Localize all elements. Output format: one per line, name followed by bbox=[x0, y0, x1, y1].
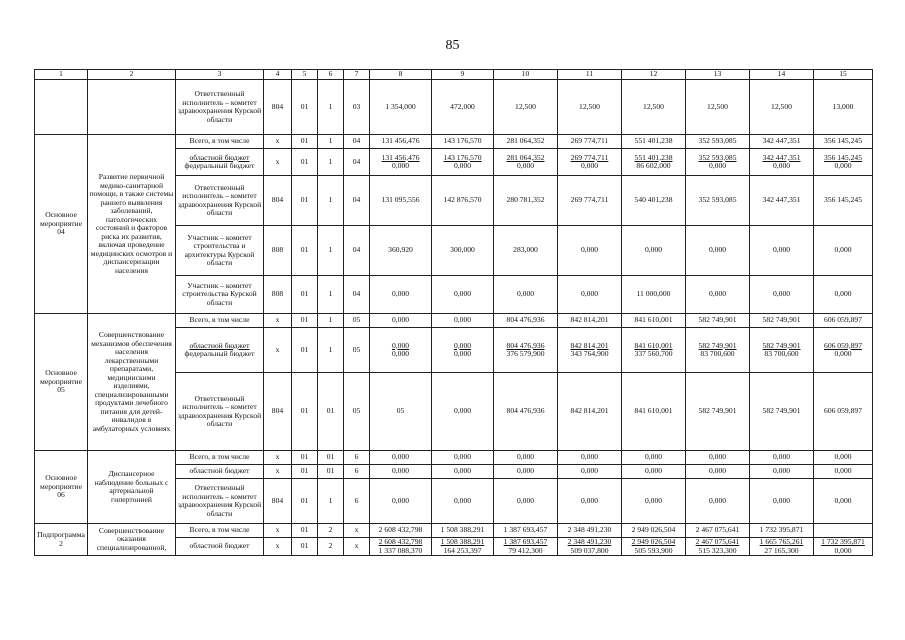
value-cell: 0,000 bbox=[622, 451, 686, 465]
value-cell: 12,500 bbox=[750, 80, 814, 135]
value-cell: 582 749,901 bbox=[686, 314, 750, 328]
value-a: 281 064,352 bbox=[506, 152, 545, 162]
code-cell: 05 bbox=[344, 314, 370, 328]
table-row bbox=[35, 451, 873, 465]
value-cell: 0,000 bbox=[622, 226, 686, 276]
value-cell: 143 176,570 bbox=[432, 135, 494, 149]
value-b: 0,000 bbox=[391, 161, 410, 170]
value-cell: 1 732 395,871 bbox=[750, 524, 814, 538]
value-cell: 0,000 bbox=[558, 465, 622, 479]
code-cell: x bbox=[264, 149, 292, 176]
code-cell: x bbox=[264, 524, 292, 538]
value-cell bbox=[622, 149, 686, 176]
code-cell: 1 bbox=[318, 328, 344, 373]
code-cell: 01 bbox=[318, 465, 344, 479]
value-b: 509 037,800 bbox=[570, 545, 609, 555]
value-cell: 606 059,897 bbox=[814, 314, 873, 328]
value-a: 842 814,201 bbox=[570, 340, 609, 350]
value-cell: 0,000 bbox=[686, 276, 750, 314]
value-a: 1 732 395,871 bbox=[821, 537, 865, 546]
value-cell: 0,000 bbox=[494, 479, 558, 524]
column-header: 1 bbox=[35, 70, 88, 80]
table-row bbox=[35, 314, 873, 328]
value-cell: 0,000 bbox=[750, 479, 814, 524]
funding-source-cell: Всего, в том числе bbox=[176, 524, 264, 538]
column-header: 3 bbox=[176, 70, 264, 80]
value-a: 0,000 bbox=[453, 340, 472, 350]
funding-source-cell: Участник – комитет строительства Курской области bbox=[176, 276, 264, 314]
value-b: 337 560,700 bbox=[634, 349, 673, 358]
value-cell: 13,000 bbox=[814, 80, 873, 135]
value-cell: 280 781,352 bbox=[494, 176, 558, 226]
value-cell: 131 095,556 bbox=[370, 176, 432, 226]
value-cell: 0,000 bbox=[494, 465, 558, 479]
value-cell: 0,000 bbox=[686, 465, 750, 479]
value-cell: 0,000 bbox=[686, 226, 750, 276]
code-cell: 01 bbox=[292, 149, 318, 176]
value-cell: 1 354,000 bbox=[370, 80, 432, 135]
funding-source-cell: Всего, в том числе bbox=[176, 314, 264, 328]
value-cell bbox=[750, 328, 814, 373]
code-cell: x bbox=[264, 328, 292, 373]
code-cell: 804 bbox=[264, 479, 292, 524]
value-a: 2 348 491,230 bbox=[567, 537, 612, 546]
value-cell: 300,000 bbox=[432, 226, 494, 276]
value-b: 0,000 bbox=[708, 161, 727, 170]
code-cell: x bbox=[264, 451, 292, 465]
value-b: 0,000 bbox=[516, 161, 535, 170]
value-cell: 0,000 bbox=[370, 276, 432, 314]
value-a: 804 476,936 bbox=[506, 340, 545, 350]
code-cell: 6 bbox=[344, 465, 370, 479]
value-cell: 0,000 bbox=[558, 451, 622, 465]
value-cell: 551 401,238 bbox=[622, 135, 686, 149]
code-cell: 6 bbox=[344, 479, 370, 524]
value-cell: 0,000 bbox=[750, 451, 814, 465]
value-b: 0,000 bbox=[453, 161, 472, 170]
value-a: 2 467 075,641 bbox=[695, 537, 740, 546]
value-cell: 0,000 bbox=[558, 479, 622, 524]
value-a: 131 456,476 bbox=[381, 152, 420, 162]
code-cell: x bbox=[264, 465, 292, 479]
column-header: 4 bbox=[264, 70, 292, 80]
code-cell: 01 bbox=[292, 226, 318, 276]
funding-source-cell bbox=[176, 149, 264, 176]
value-cell: 356 145,245 bbox=[814, 135, 873, 149]
code-cell: 04 bbox=[344, 276, 370, 314]
funding-source-cell: Ответственный исполнитель – комитет здравоохранения Курской области bbox=[176, 373, 264, 451]
funding-source-cell: Всего, в том числе bbox=[176, 451, 264, 465]
value-cell: 804 476,936 bbox=[494, 314, 558, 328]
value-cell: 582 749,901 bbox=[686, 373, 750, 451]
value-cell: 12,500 bbox=[686, 80, 750, 135]
code-cell: 2 bbox=[318, 538, 344, 556]
value-cell: 0,000 bbox=[370, 314, 432, 328]
group-name-cell: Подпрограмма 2 bbox=[35, 524, 88, 556]
code-cell: 04 bbox=[344, 149, 370, 176]
funding-source-b: федеральный бюджет bbox=[184, 161, 255, 170]
value-cell: 2 608 432,798 bbox=[370, 524, 432, 538]
code-cell: 01 bbox=[292, 135, 318, 149]
value-b: 0,000 bbox=[834, 545, 852, 555]
code-cell: 01 bbox=[292, 451, 318, 465]
value-b: 83 700,600 bbox=[764, 349, 799, 358]
column-header: 12 bbox=[622, 70, 686, 80]
value-b: 0,000 bbox=[391, 349, 410, 358]
value-a: 2 608 432,798 bbox=[378, 537, 423, 546]
value-cell: 540 401,238 bbox=[622, 176, 686, 226]
group-name-cell: Основное мероприятие 06 bbox=[35, 451, 88, 524]
code-cell: 01 bbox=[292, 314, 318, 328]
code-cell: 2 bbox=[318, 524, 344, 538]
value-cell: 1 508 388,291 bbox=[432, 524, 494, 538]
value-cell: 0,000 bbox=[432, 479, 494, 524]
value-cell: 0,000 bbox=[750, 276, 814, 314]
budget-table bbox=[34, 69, 873, 556]
code-cell: 6 bbox=[344, 451, 370, 465]
value-a: 352 593,085 bbox=[698, 152, 737, 162]
code-cell: 01 bbox=[292, 465, 318, 479]
value-cell: 356 145,245 bbox=[814, 176, 873, 226]
value-a: 0,000 bbox=[391, 340, 410, 350]
value-cell bbox=[686, 328, 750, 373]
code-cell: 1 bbox=[318, 80, 344, 135]
value-cell: 0,000 bbox=[432, 451, 494, 465]
column-header: 13 bbox=[686, 70, 750, 80]
value-cell bbox=[558, 149, 622, 176]
group-description-cell: Совершенствование оказания специализированной, bbox=[88, 524, 176, 556]
funding-source-cell: Ответственный исполнитель – комитет здравоохранения Курской области bbox=[176, 479, 264, 524]
value-cell bbox=[494, 538, 558, 556]
value-cell: 0,000 bbox=[622, 479, 686, 524]
group-description-cell: Развитие первичной медико-санитарной помощи, в также системы раннего выявления заболеваний, патологических состояний и факторов риска их развития, включая проведение медицинских осмотров и диспансеризации населения bbox=[88, 135, 176, 314]
code-cell: 01 bbox=[318, 451, 344, 465]
value-cell bbox=[814, 538, 873, 556]
value-a: 841 610,001 bbox=[634, 340, 673, 350]
column-header: 15 bbox=[814, 70, 873, 80]
value-cell: 1 387 693,457 bbox=[494, 524, 558, 538]
column-header: 8 bbox=[370, 70, 432, 80]
column-header: 5 bbox=[292, 70, 318, 80]
code-cell: 04 bbox=[344, 135, 370, 149]
column-header: 7 bbox=[344, 70, 370, 80]
value-cell bbox=[494, 328, 558, 373]
value-b: 343 764,900 bbox=[570, 349, 609, 358]
value-b: 27 165,300 bbox=[764, 545, 799, 555]
value-cell: 0,000 bbox=[750, 465, 814, 479]
page-number: 85 bbox=[445, 38, 460, 53]
value-cell: 283,000 bbox=[494, 226, 558, 276]
value-cell bbox=[432, 328, 494, 373]
value-b: 79 412,300 bbox=[508, 545, 543, 555]
value-cell: 0,000 bbox=[750, 226, 814, 276]
value-cell bbox=[814, 524, 873, 538]
value-a: 1 665 765,261 bbox=[759, 537, 804, 546]
funding-source-cell: Ответственный исполнитель – комитет здравоохранения Курской области bbox=[176, 80, 264, 135]
code-cell: x bbox=[264, 314, 292, 328]
value-a: 1 508 388,291 bbox=[440, 537, 485, 546]
value-b: 0,000 bbox=[772, 161, 791, 170]
value-cell bbox=[814, 328, 873, 373]
value-cell: 269 774,711 bbox=[558, 176, 622, 226]
value-cell bbox=[432, 149, 494, 176]
value-cell: 0,000 bbox=[558, 226, 622, 276]
value-b: 0,000 bbox=[453, 349, 472, 358]
column-header: 2 bbox=[88, 70, 176, 80]
code-cell: 1 bbox=[318, 479, 344, 524]
funding-source-cell: областной бюджет bbox=[176, 465, 264, 479]
value-cell: 0,000 bbox=[558, 276, 622, 314]
group-description-cell bbox=[88, 80, 176, 135]
value-cell: 11 000,000 bbox=[622, 276, 686, 314]
value-b: 86 602,000 bbox=[636, 161, 671, 170]
value-cell bbox=[814, 149, 873, 176]
value-cell: 0,000 bbox=[494, 451, 558, 465]
value-cell: 804 476,936 bbox=[494, 373, 558, 451]
value-cell: 0,000 bbox=[432, 465, 494, 479]
code-cell: x bbox=[264, 538, 292, 556]
value-cell: 12,500 bbox=[622, 80, 686, 135]
value-cell: 2 467 075,641 bbox=[686, 524, 750, 538]
value-b: 0,000 bbox=[834, 349, 852, 358]
value-cell bbox=[558, 538, 622, 556]
code-cell: 01 bbox=[318, 373, 344, 451]
group-name-cell bbox=[35, 80, 88, 135]
column-header: 11 bbox=[558, 70, 622, 80]
code-cell: 804 bbox=[264, 176, 292, 226]
value-cell: 0,000 bbox=[814, 465, 873, 479]
value-cell: 0,000 bbox=[814, 451, 873, 465]
code-cell: 01 bbox=[292, 538, 318, 556]
code-cell: 1 bbox=[318, 314, 344, 328]
value-b: 376 579,900 bbox=[506, 349, 545, 358]
value-cell bbox=[558, 328, 622, 373]
code-cell: 1 bbox=[318, 176, 344, 226]
value-a: 551 401,238 bbox=[634, 152, 673, 162]
value-cell: 841 610,001 bbox=[622, 373, 686, 451]
value-cell bbox=[432, 538, 494, 556]
value-a: 269 774,711 bbox=[570, 152, 609, 162]
value-cell: 2 949 026,504 bbox=[622, 524, 686, 538]
value-cell bbox=[622, 328, 686, 373]
value-cell: 0,000 bbox=[370, 451, 432, 465]
value-a: 582 749,901 bbox=[698, 340, 737, 350]
code-cell: 1 bbox=[318, 226, 344, 276]
code-cell: 01 bbox=[292, 276, 318, 314]
value-a: 356 145,245 bbox=[824, 152, 862, 162]
value-cell: 582 749,901 bbox=[750, 373, 814, 451]
value-cell: 472,000 bbox=[432, 80, 494, 135]
value-cell: 842 814,201 bbox=[558, 314, 622, 328]
code-cell: 1 bbox=[318, 149, 344, 176]
code-cell: 01 bbox=[292, 80, 318, 135]
value-cell: 606 059,897 bbox=[814, 373, 873, 451]
value-cell: 841 610,001 bbox=[622, 314, 686, 328]
column-header: 14 bbox=[750, 70, 814, 80]
value-cell bbox=[686, 149, 750, 176]
code-cell: 1 bbox=[318, 276, 344, 314]
funding-source-cell: Всего, в том числе bbox=[176, 135, 264, 149]
value-cell: 131 456,476 bbox=[370, 135, 432, 149]
code-cell: x bbox=[264, 135, 292, 149]
value-cell: 0,000 bbox=[432, 314, 494, 328]
value-cell bbox=[750, 538, 814, 556]
column-header: 10 bbox=[494, 70, 558, 80]
value-cell: 352 593,085 bbox=[686, 135, 750, 149]
code-cell: x bbox=[344, 524, 370, 538]
code-cell: 05 bbox=[344, 328, 370, 373]
value-cell: 842 814,201 bbox=[558, 373, 622, 451]
value-cell bbox=[370, 149, 432, 176]
value-cell: 0,000 bbox=[814, 276, 873, 314]
value-a: 606 059,897 bbox=[824, 340, 862, 350]
value-a: 143 176,570 bbox=[443, 152, 482, 162]
value-cell: 0,000 bbox=[432, 276, 494, 314]
value-cell: 0,000 bbox=[370, 465, 432, 479]
code-cell: 01 bbox=[292, 176, 318, 226]
value-cell: 281 064,352 bbox=[494, 135, 558, 149]
value-a: 582 749,901 bbox=[762, 340, 801, 350]
code-cell: 01 bbox=[292, 373, 318, 451]
code-cell: 03 bbox=[344, 80, 370, 135]
value-cell: 142 876,570 bbox=[432, 176, 494, 226]
table-row bbox=[35, 80, 873, 135]
value-a: 2 949 026,504 bbox=[631, 537, 676, 546]
code-cell: 01 bbox=[292, 479, 318, 524]
funding-source-cell: Участник – комитет строительства и архитектуры Курской области bbox=[176, 226, 264, 276]
funding-source-cell bbox=[176, 328, 264, 373]
value-cell: 352 593,085 bbox=[686, 176, 750, 226]
value-cell: 05 bbox=[370, 373, 432, 451]
code-cell: 1 bbox=[318, 135, 344, 149]
funding-source-a: областной бюджет bbox=[189, 340, 250, 350]
value-b: 0,000 bbox=[580, 161, 599, 170]
code-cell: 804 bbox=[264, 80, 292, 135]
code-cell: 01 bbox=[292, 328, 318, 373]
code-cell: 01 bbox=[292, 524, 318, 538]
value-cell: 342 447,351 bbox=[750, 135, 814, 149]
code-cell: x bbox=[344, 538, 370, 556]
funding-source-a: областной бюджет bbox=[189, 152, 250, 162]
group-name-cell: Основное мероприятие 05 bbox=[35, 314, 88, 451]
column-header: 6 bbox=[318, 70, 344, 80]
funding-source-b: федеральный бюджет bbox=[184, 349, 255, 358]
code-cell: 04 bbox=[344, 176, 370, 226]
column-header: 9 bbox=[432, 70, 494, 80]
value-cell: 0,000 bbox=[814, 479, 873, 524]
value-cell: 342 447,351 bbox=[750, 176, 814, 226]
table-row bbox=[35, 524, 873, 538]
header-row bbox=[35, 70, 873, 80]
value-cell: 2 348 491,230 bbox=[558, 524, 622, 538]
value-cell bbox=[370, 538, 432, 556]
funding-source-cell: областной бюджет bbox=[176, 538, 264, 556]
group-description-cell: Совершенствование механизмов обеспечения населения лекарственными препаратами, медицинскими изделиями, специализированными продуктами лечебного питания для детей-инвалидов в амбулаторных условиях bbox=[88, 314, 176, 451]
code-cell: 808 bbox=[264, 226, 292, 276]
value-cell: 0,000 bbox=[370, 479, 432, 524]
value-cell bbox=[686, 538, 750, 556]
value-b: 164 253,397 bbox=[443, 545, 482, 555]
funding-source-cell: Ответственный исполнитель – комитет здравоохранения Курской области bbox=[176, 176, 264, 226]
group-description-cell: Диспансерное наблюдение больных с артериальной гипертонией bbox=[88, 451, 176, 524]
value-cell: 360,920 bbox=[370, 226, 432, 276]
value-b: 515 323,300 bbox=[698, 545, 737, 555]
group-name-cell: Основное мероприятие 04 bbox=[35, 135, 88, 314]
table-row bbox=[35, 135, 873, 149]
value-cell bbox=[494, 149, 558, 176]
value-cell bbox=[750, 149, 814, 176]
value-b: 83 700,600 bbox=[700, 349, 735, 358]
code-cell: 804 bbox=[264, 373, 292, 451]
code-cell: 04 bbox=[344, 226, 370, 276]
value-b: 1 337 088,370 bbox=[378, 545, 423, 555]
value-cell: 0,000 bbox=[686, 451, 750, 465]
value-b: 505 593,900 bbox=[634, 545, 673, 555]
value-cell: 0,000 bbox=[432, 373, 494, 451]
value-a: 342 447,351 bbox=[762, 152, 801, 162]
code-cell: 808 bbox=[264, 276, 292, 314]
value-cell bbox=[370, 328, 432, 373]
value-cell bbox=[622, 538, 686, 556]
value-cell: 582 749,901 bbox=[750, 314, 814, 328]
value-cell: 0,000 bbox=[494, 276, 558, 314]
value-cell: 12,500 bbox=[558, 80, 622, 135]
value-b: 0,000 bbox=[834, 161, 852, 170]
value-a: 1 387 693,457 bbox=[503, 537, 548, 546]
value-cell: 12,500 bbox=[494, 80, 558, 135]
code-cell: 05 bbox=[344, 373, 370, 451]
value-cell: 0,000 bbox=[814, 226, 873, 276]
value-cell: 269 774,711 bbox=[558, 135, 622, 149]
value-cell: 0,000 bbox=[622, 465, 686, 479]
value-cell: 0,000 bbox=[686, 479, 750, 524]
